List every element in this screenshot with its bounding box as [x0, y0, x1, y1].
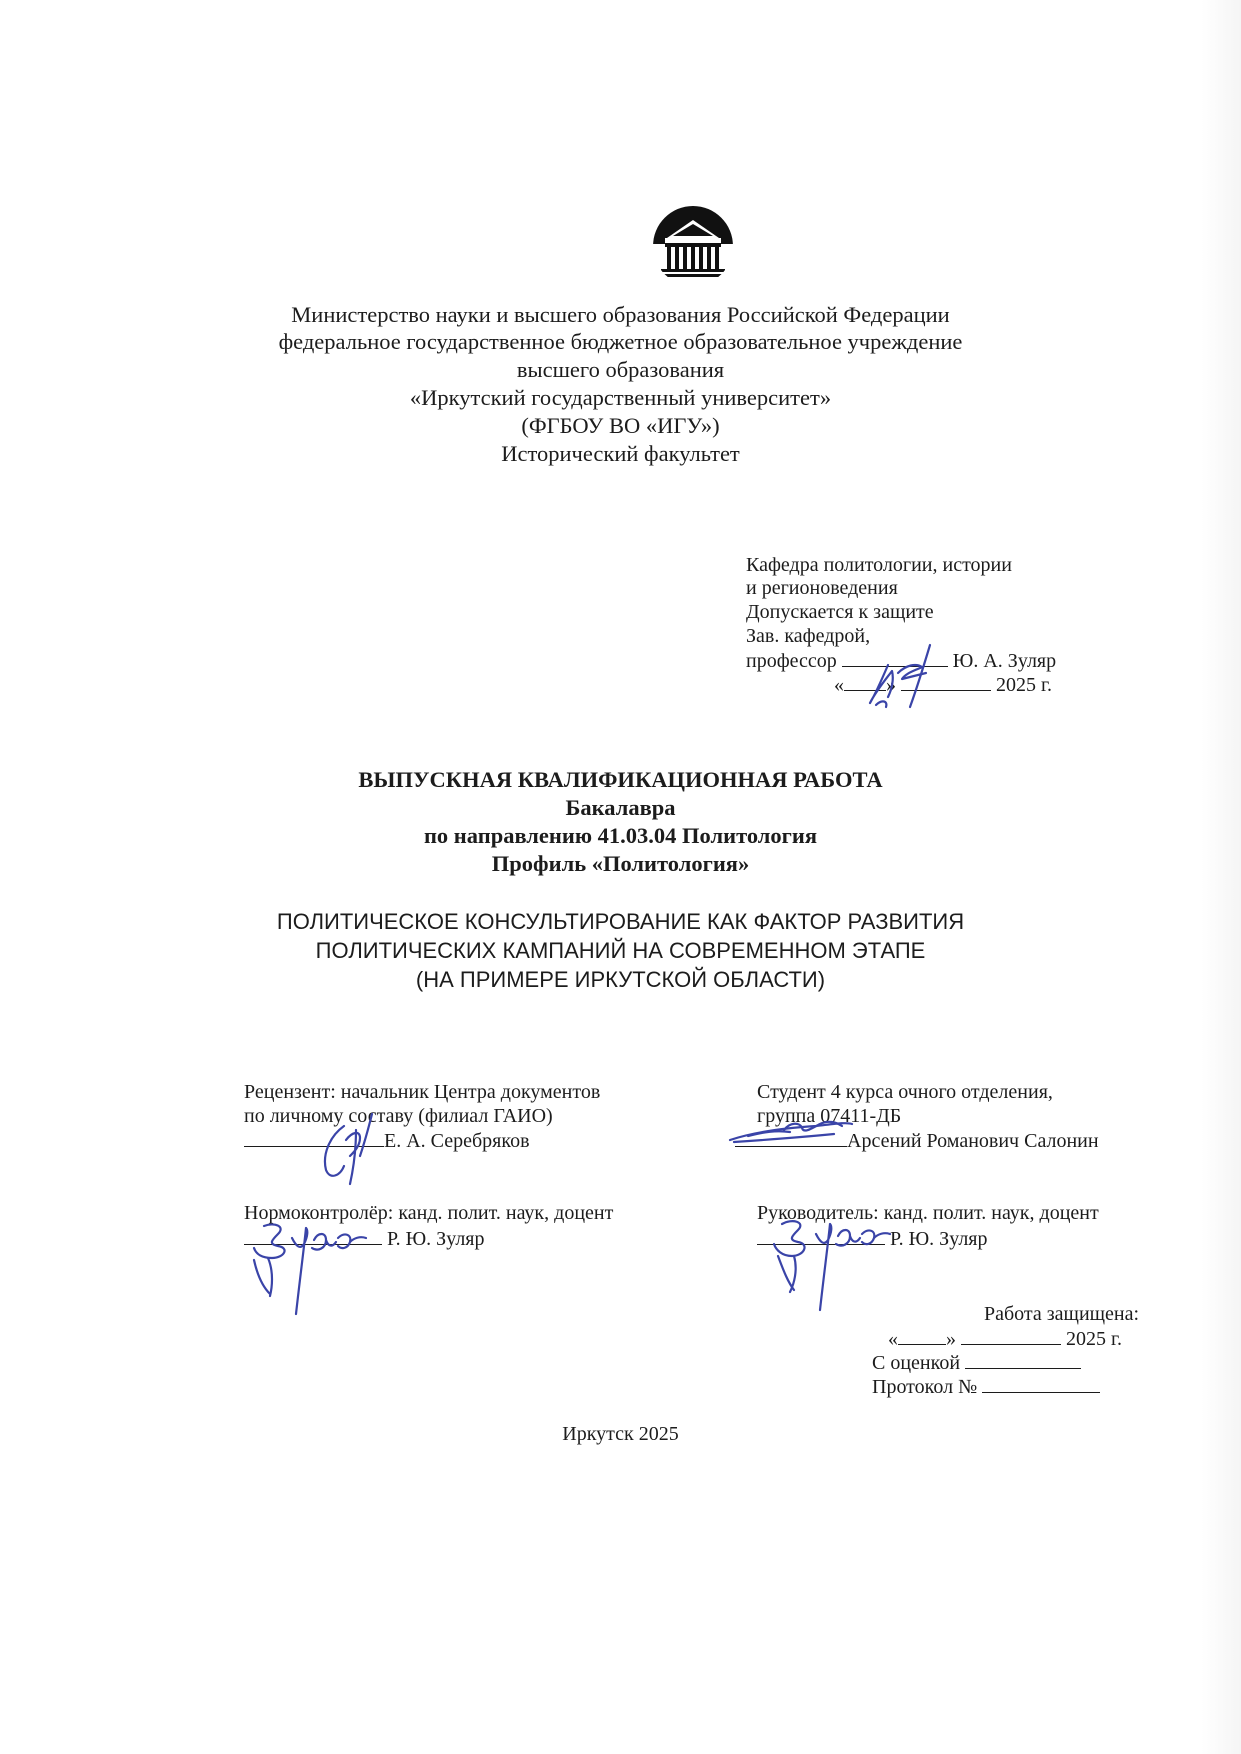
degree-heading: Бакалавра — [565, 795, 676, 820]
university-name: «Иркутский государственный университет» — [409, 385, 832, 410]
defended-label: Работа защищена: — [984, 1303, 1140, 1325]
supervisor-name: Р. Ю. Зуляр — [890, 1228, 988, 1250]
student-course-line: Студент 4 курса очного отделения, — [757, 1081, 1053, 1103]
university-abbreviation: (ФГБОУ ВО «ИГУ») — [521, 413, 720, 438]
page-edge-shadow — [1201, 0, 1241, 1754]
reviewer-signature-blank — [244, 1126, 384, 1147]
defense-date-close-quote: » — [946, 1328, 956, 1350]
grade-blank — [965, 1348, 1081, 1369]
supervisor-signature-blank — [757, 1224, 885, 1245]
protocol-label: Протокол № — [872, 1376, 978, 1398]
month-blank — [901, 670, 991, 691]
student-group-line: группа 07411-ДБ — [757, 1105, 902, 1127]
profile-heading: Профиль «Политология» — [491, 851, 750, 876]
admit-to-defense: Допускается к защите — [746, 601, 934, 623]
norm-controller-name: Р. Ю. Зуляр — [387, 1228, 485, 1250]
defense-date-open-quote: « — [888, 1328, 898, 1350]
city-year: Иркутск 2025 — [562, 1423, 679, 1445]
student-signature-line — [735, 1126, 1099, 1155]
professor-label: профессор — [746, 650, 837, 672]
faculty-name: Исторический факультет — [501, 441, 740, 466]
department-line-2: и регионоведения — [746, 577, 898, 599]
defense-year: 2025 г. — [1066, 1328, 1122, 1350]
university-building-icon — [651, 204, 735, 288]
direction-heading: по направлению 41.03.04 Политология — [423, 823, 818, 848]
norm-controller-role: Нормоконтролёр: канд. полит. наук, доцент — [244, 1202, 614, 1224]
head-name: Ю. А. Зуляр — [952, 650, 1057, 672]
signature-blank — [842, 646, 948, 667]
defense-month-blank — [961, 1324, 1061, 1345]
institution-type-line: федеральное государственное бюджетное образовательное учреждение — [278, 329, 963, 354]
protocol-blank — [982, 1372, 1100, 1393]
reviewer-role-line-2: по личному составу (филиал ГАИО) — [244, 1105, 553, 1127]
grade-label: С оценкой — [872, 1352, 961, 1374]
topic-line-2: ПОЛИТИЧЕСКИХ КАМПАНИЙ НА СОВРЕМЕННОМ ЭТАПЕ — [315, 938, 926, 963]
topic-line-1: ПОЛИТИЧЕСКОЕ КОНСУЛЬТИРОВАНИЕ КАК ФАКТОР РАЗВИТИЯ — [276, 909, 965, 934]
defense-day-blank — [898, 1324, 946, 1345]
approval-year: 2025 г. — [996, 674, 1052, 696]
head-of-department: Зав. кафедрой, — [746, 625, 871, 647]
institution-level-line: высшего образования — [516, 357, 725, 382]
reviewer-role-line-1: Рецензент: начальник Центра документов — [244, 1081, 601, 1103]
date-open-quote: « — [834, 674, 844, 696]
norm-controller-signature-blank — [244, 1224, 382, 1245]
work-type-heading: ВЫПУСКНАЯ КВАЛИФИКАЦИОННАЯ РАБОТА — [358, 767, 883, 792]
student-signature-blank — [735, 1126, 847, 1147]
ministry-line: Министерство науки и высшего образования Российской Федерации — [291, 302, 950, 327]
department-line-1: Кафедра политологии, истории — [746, 554, 1012, 576]
reviewer-name: Е. А. Серебряков — [384, 1130, 530, 1152]
protocol-line — [872, 1372, 1100, 1401]
norm-controller-signature-line — [244, 1224, 485, 1253]
topic-line-3: (НА ПРИМЕРЕ ИРКУТСКОЙ ОБЛАСТИ) — [415, 967, 826, 992]
day-blank — [844, 670, 886, 691]
reviewer-signature-line — [244, 1126, 530, 1155]
supervisor-role: Руководитель: канд. полит. наук, доцент — [757, 1202, 1099, 1224]
date-close-quote: » — [886, 674, 896, 696]
approval-date-line — [834, 670, 1052, 699]
supervisor-signature-line — [757, 1224, 988, 1253]
student-name: Арсений Романович Салонин — [847, 1130, 1099, 1152]
